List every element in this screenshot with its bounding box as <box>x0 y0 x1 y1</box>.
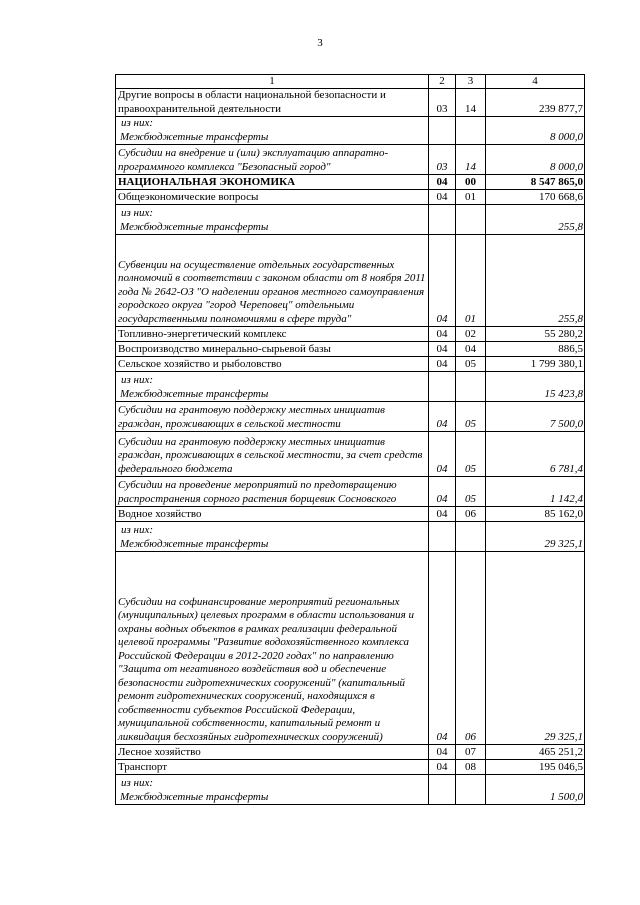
row-amount: 8 000,0 <box>486 117 585 145</box>
row-name: Субвенции на осуществление отдельных государственных полномочий в соответствии с законом области от 8 ноября 2011 года № 2642-ОЗ "О наделении органов местного самоуправления городского округа "город Череповец" отдельными государственными полномочиями в сфере труда" <box>116 235 429 327</box>
row-code-section: 04 <box>429 477 456 507</box>
row-subheading: из них: <box>121 374 154 386</box>
budget-table <box>115 74 585 805</box>
row-code-section: 03 <box>429 89 456 117</box>
row-amount: 55 280,2 <box>486 327 585 342</box>
header-col-3: 3 <box>456 75 486 89</box>
row-amount: 1 500,0 <box>486 775 585 805</box>
row-code-section: 03 <box>429 145 456 175</box>
row-name: Субсидии на софинансирование мероприятий региональных (муниципальных) целевых программ в области использования и охраны водных объектов в рамках реализации федеральной целевой программы "Развитие водохозяйственного комплекса Российской Федерации в 2012-2020 годах" по направлению "Защита от негативного воздействия вод и обеспечение безопасности гидротехнических сооружений" (капитальный ремонт гидротехнических сооружений, находящихся в собственности субъектов Российской Федерации, муниципальной собственности, капитальный ремонт и ликвидация бесхозяйных гидротехнических сооружений) <box>116 552 429 745</box>
row-code-subsection: 06 <box>456 552 486 745</box>
row-name: Межбюджетные трансферты <box>120 537 269 550</box>
row-code-section <box>429 522 456 552</box>
row-name-cell <box>116 775 429 805</box>
row-amount: 29 325,1 <box>486 522 585 552</box>
row-code-section: 04 <box>429 552 456 745</box>
row-code-section: 04 <box>429 507 456 522</box>
page-number: 3 <box>317 37 323 49</box>
row-name: Субсидии на грантовую поддержку местных инициатив граждан, проживающих в сельской местности, за счет средств федерального бюджета <box>116 432 429 477</box>
row-name: Лесное хозяйство <box>116 745 429 760</box>
table-row <box>116 522 585 552</box>
row-subheading: из них: <box>121 207 154 219</box>
table-row <box>116 235 585 327</box>
row-name: Межбюджетные трансферты <box>120 220 269 233</box>
row-code-subsection: 01 <box>456 190 486 205</box>
row-code-section: 04 <box>429 190 456 205</box>
row-amount: 8 000,0 <box>486 145 585 175</box>
row-code-subsection <box>456 372 486 402</box>
row-code-section: 04 <box>429 745 456 760</box>
row-code-section <box>429 775 456 805</box>
row-subheading: из них: <box>121 524 154 536</box>
row-code-subsection <box>456 117 486 145</box>
table-row <box>116 117 585 145</box>
row-amount: 239 877,7 <box>486 89 585 117</box>
row-amount: 6 781,4 <box>486 432 585 477</box>
table-row <box>116 402 585 432</box>
row-code-subsection: 14 <box>456 145 486 175</box>
row-name-cell <box>116 522 429 552</box>
row-code-section: 04 <box>429 235 456 327</box>
row-amount: 7 500,0 <box>486 402 585 432</box>
table-row <box>116 775 585 805</box>
row-code-section: 04 <box>429 327 456 342</box>
table-row <box>116 477 585 507</box>
row-subheading: из них: <box>121 777 154 789</box>
row-amount: 195 046,5 <box>486 760 585 775</box>
table-row <box>116 327 585 342</box>
table-row <box>116 145 585 175</box>
row-code-subsection <box>456 205 486 235</box>
row-code-section: 04 <box>429 760 456 775</box>
row-name-cell <box>116 205 429 235</box>
row-code-section: 04 <box>429 342 456 357</box>
row-code-subsection: 07 <box>456 745 486 760</box>
row-code-subsection: 14 <box>456 89 486 117</box>
table-row <box>116 507 585 522</box>
row-name: НАЦИОНАЛЬНАЯ ЭКОНОМИКА <box>116 175 429 190</box>
row-subheading: из них: <box>121 117 154 129</box>
table-header-row <box>116 75 585 89</box>
table-row <box>116 205 585 235</box>
row-code-subsection: 04 <box>456 342 486 357</box>
row-code-subsection: 02 <box>456 327 486 342</box>
row-code-subsection: 05 <box>456 477 486 507</box>
row-amount: 85 162,0 <box>486 507 585 522</box>
table-row <box>116 760 585 775</box>
row-amount: 1 799 380,1 <box>486 357 585 372</box>
row-name: Топливно-энергетический комплекс <box>116 327 429 342</box>
row-code-section <box>429 205 456 235</box>
row-amount: 8 547 865,0 <box>486 175 585 190</box>
row-code-section: 04 <box>429 357 456 372</box>
row-name: Межбюджетные трансферты <box>120 130 269 143</box>
table-row <box>116 175 585 190</box>
row-amount: 170 668,6 <box>486 190 585 205</box>
row-code-subsection: 05 <box>456 402 486 432</box>
row-code-subsection: 05 <box>456 357 486 372</box>
table-row <box>116 342 585 357</box>
row-amount: 15 423,8 <box>486 372 585 402</box>
table-row <box>116 190 585 205</box>
row-amount: 29 325,1 <box>486 552 585 745</box>
row-name-cell <box>116 372 429 402</box>
table-row <box>116 432 585 477</box>
row-name: Водное хозяйство <box>116 507 429 522</box>
row-name: Субсидии на проведение мероприятий по предотвращению распространения сорного растения борщевик Сосновского <box>116 477 429 507</box>
row-code-section: 04 <box>429 402 456 432</box>
table-row <box>116 89 585 117</box>
table-row <box>116 745 585 760</box>
header-col-4: 4 <box>486 75 585 89</box>
row-code-subsection: 00 <box>456 175 486 190</box>
row-code-subsection <box>456 522 486 552</box>
row-name: Транспорт <box>116 760 429 775</box>
row-name: Межбюджетные трансферты <box>120 387 269 400</box>
header-col-2: 2 <box>429 75 456 89</box>
row-code-subsection: 06 <box>456 507 486 522</box>
row-code-section <box>429 372 456 402</box>
row-amount: 886,5 <box>486 342 585 357</box>
row-code-subsection: 05 <box>456 432 486 477</box>
row-name: Другие вопросы в области национальной безопасности и правоохранительной деятельности <box>116 89 429 117</box>
row-name: Межбюджетные трансферты <box>120 790 269 803</box>
row-amount: 255,8 <box>486 205 585 235</box>
row-code-section <box>429 117 456 145</box>
row-code-section: 04 <box>429 432 456 477</box>
row-code-subsection: 01 <box>456 235 486 327</box>
table-row <box>116 552 585 745</box>
table-row <box>116 357 585 372</box>
row-name: Общеэкономические вопросы <box>116 190 429 205</box>
row-amount: 255,8 <box>486 235 585 327</box>
row-name: Субсидии на грантовую поддержку местных инициатив граждан, проживающих в сельской местности <box>116 402 429 432</box>
table-row <box>116 372 585 402</box>
row-amount: 465 251,2 <box>486 745 585 760</box>
row-code-subsection: 08 <box>456 760 486 775</box>
row-amount: 1 142,4 <box>486 477 585 507</box>
row-code-subsection <box>456 775 486 805</box>
row-name-cell <box>116 117 429 145</box>
row-name: Воспроизводство минерально-сырьевой базы <box>116 342 429 357</box>
row-code-section: 04 <box>429 175 456 190</box>
row-name: Сельское хозяйство и рыболовство <box>116 357 429 372</box>
row-name: Субсидии на внедрение и (или) эксплуатацию аппаратно-программного комплекса "Безопасный город" <box>116 145 429 175</box>
header-col-1: 1 <box>116 75 429 89</box>
